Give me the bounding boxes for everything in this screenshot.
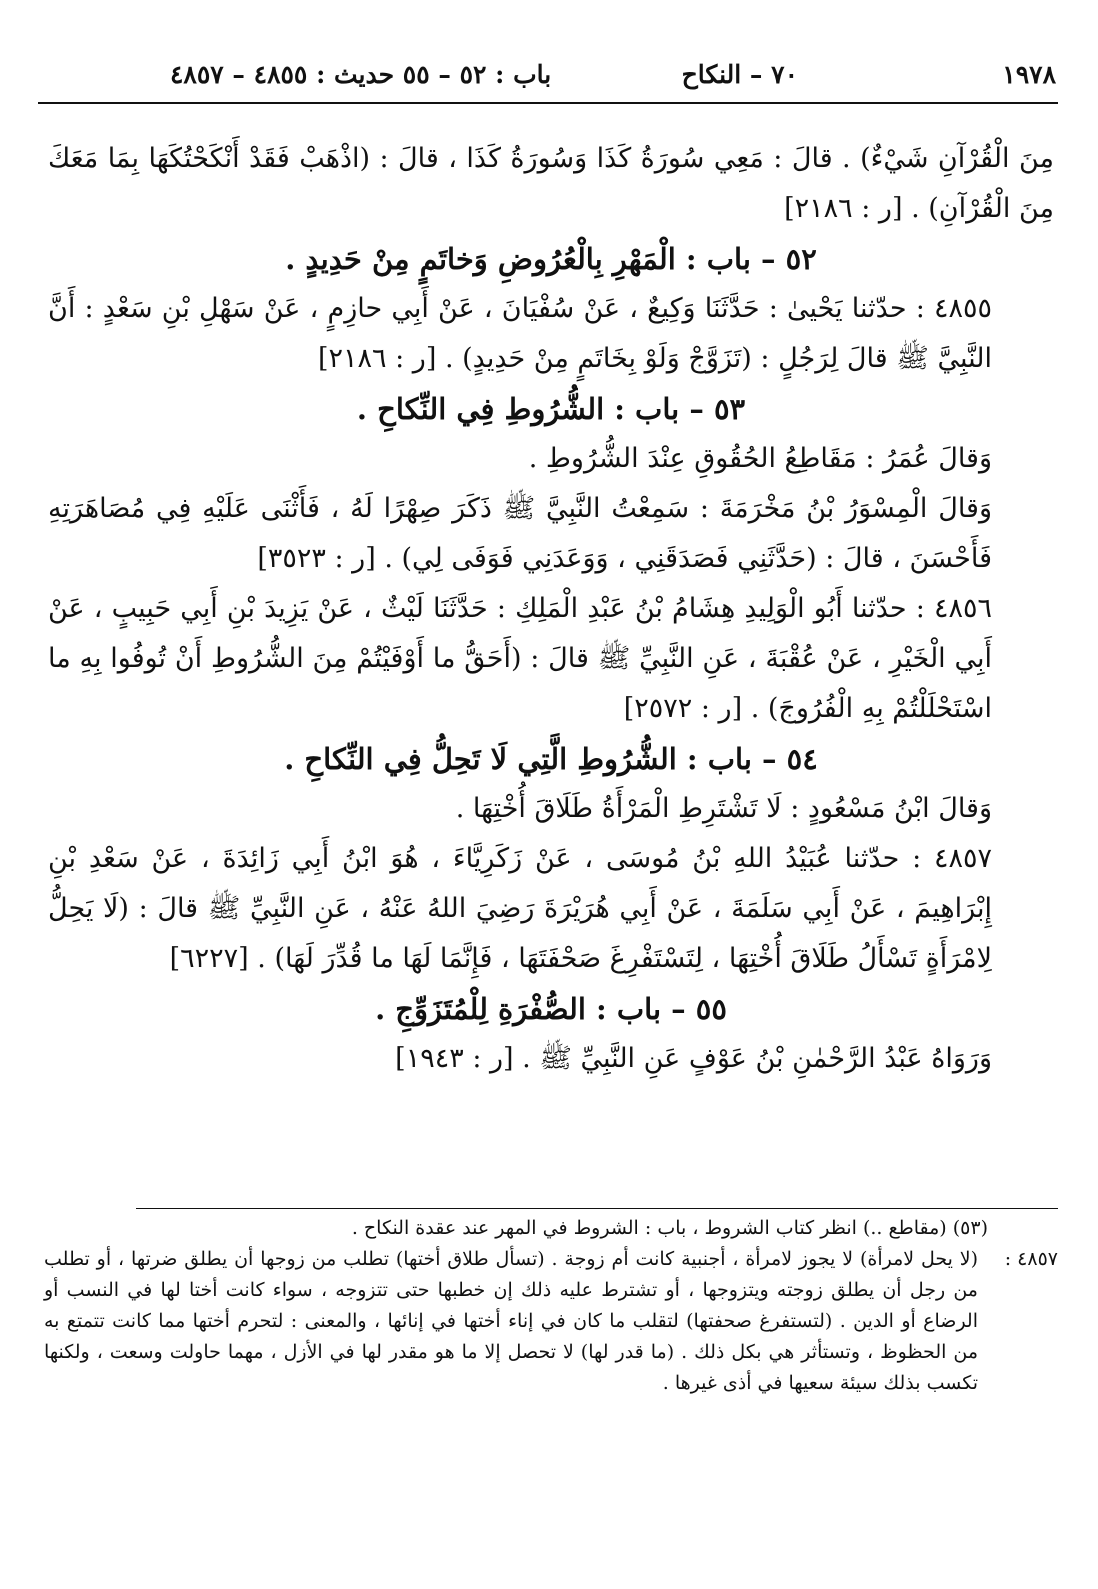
main-text bbox=[48, 134, 1054, 1084]
paragraph: وَرَوَاهُ عَبْدُ الرَّحْمٰنِ بْنُ عَوْفٍ عَنِ النَّبِيِّ ﷺ . [ر : ١٩٤٣] bbox=[395, 1043, 992, 1074]
footnote: (٥٣) (مقاطع ..) انظر كتاب الشروط ، باب : الشروط في المهر عند عقدة النكاح . bbox=[351, 1217, 988, 1239]
paragraph: وَقالَ الْمِسْوَرُ بْنُ مَخْرَمَةَ : سَمِعْتُ النَّبِيَّ ﷺ ذَكَرَ صِهْرًا لَهُ ، فَأَثْنَى عَلَيْهِ فِي مُصَاهَرَتِهِ فَأَحْسَنَ ، قالَ : (حَدَّثَنِي فَصَدَقَنِي ، وَوَعَدَنِي فَوَفَى لِي) . [ر : ٣٥٢٣] bbox=[48, 493, 992, 574]
hadith-paragraph: ٤٨٥٧ : حدّثنا عُبَيْدُ اللهِ بْنُ مُوسَى ، عَنْ زَكَرِيَّاءَ ، هُوَ ابْنُ أَبِي زَائِدَةَ ، عَنْ سَعْدِ بْنِ إِبْرَاهِيمَ ، عَنْ أَبِي سَلَمَةَ ، عَنْ أَبِي هُرَيْرَةَ رَضِيَ اللهُ عَنْهُ ، عَنِ النَّبِيِّ ﷺ قالَ : (لَا يَحِلُّ لِامْرَأَةٍ تَسْأَلُ طَلَاقَ أُخْتِهَا ، لِتَسْتَفْرِغَ صَحْفَتَهَا ، فَإِنَّمَا لَهَا ما قُدِّرَ لَهَا) . [٦٢٢٧] bbox=[48, 843, 992, 974]
hadith-paragraph: ٤٨٥٥ : حدّثنا يَحْيىٰ : حَدَّثَنَا وَكِيعٌ ، عَنْ سُفْيَانَ ، عَنْ أَبِي حازِمٍ ، عَنْ سَهْلِ بْنِ سَعْدٍ : أَنَّ النَّبِيَّ ﷺ قالَ لِرَجُلٍ : (تَزَوَّجْ وَلَوْ بِخَاتَمٍ مِنْ حَدِيدٍ) . [ر : ٢١٨٦] bbox=[48, 293, 992, 374]
footnote-text: (لا يحل لامرأة) لا يجوز لامرأة ، أجنبية كانت أم زوجة . (تسأل طلاق أختها) تطلب من زوجها أن يطلق ضرتها ، أو تطلب من رجل أن يطلق زوجته ويتزوجها ، أو تشترط عليه ذلك إن خطبها حتى تتزوجه ، سواء كانت أختا لها في النسب أو الرضاع أو الدين . (لتستفرغ صحفتها) لتقلب ما كان في إناء أختها في إنائها ، والمعنى : لتحرم أختها مما كانت تتمتع به من الحظوظ ، وتستأثر هي بكل ذلك . (ما قدر لها) لا تحصل إلا ما هو مقدر لها في الأزل ، مهما حاولت وسعت ، ولكنها تكسب بذلك سيئة سعيها في أذى غيرها . bbox=[44, 1248, 978, 1394]
paragraph: مِنَ الْقُرْآنِ شَيْءٌ) . قالَ : مَعِي سُورَةُ كَذَا وَسُورَةُ كَذَا ، قالَ : (اذْهَبْ فَقَدْ أَنْكَحْتُكَهَا بِمَا مَعَكَ مِنَ الْقُرْآنِ) . [ر : ٢١٨٦] bbox=[48, 143, 1054, 224]
chapter-heading: ٥٣ – باب : الشُّرُوطِ فِي النِّكاحِ . bbox=[356, 392, 746, 426]
footnote bbox=[44, 1244, 1058, 1399]
book-title: ٧٠ – النكاح bbox=[681, 60, 798, 89]
paragraph: وَقالَ عُمَرُ : مَقَاطِعُ الحُقُوقِ عِنْدَ الشُّرُوطِ . bbox=[528, 443, 992, 474]
chapter-heading: ٥٤ – باب : الشُّرُوطِ الَّتِي لَا تَحِلُّ فِي النِّكاحِ . bbox=[284, 742, 818, 776]
running-header bbox=[40, 58, 1056, 92]
footnote-divider bbox=[136, 1208, 1058, 1209]
chapter-heading: ٥٢ – باب : الْمَهْرِ بِالْعُرُوضِ وَخاتَمٍ مِنْ حَدِيدٍ . bbox=[285, 242, 817, 276]
footnotes bbox=[44, 1213, 1058, 1399]
page-number: ١٩٧٨ bbox=[1002, 60, 1056, 89]
chapter-hadith-range: باب : ٥٢ – ٥٥ حديث : ٤٨٥٥ – ٤٨٥٧ bbox=[170, 60, 552, 89]
chapter-heading: ٥٥ – باب : الصُّفْرَةِ لِلْمُتَزَوِّجِ . bbox=[375, 992, 727, 1026]
hadith-paragraph: ٤٨٥٦ : حدّثنا أَبُو الْوَلِيدِ هِشَامُ بْنُ عَبْدِ الْمَلِكِ : حَدَّثَنَا لَيْثٌ ، عَنْ يَزِيدَ بْنِ أَبِي حَبِيبٍ ، عَنْ أَبِي الْخَيْرِ ، عَنْ عُقْبَةَ ، عَنِ النَّبِيِّ ﷺ قالَ : (أَحَقُّ ما أَوْفَيْتُمْ مِنَ الشُّرُوطِ أَنْ تُوفُوا بِهِ ما اسْتَحْلَلْتُمْ بِهِ الْفُرُوجَ) . [ر : ٢٥٧٢] bbox=[48, 593, 992, 724]
header-divider bbox=[38, 102, 1058, 104]
paragraph: وَقالَ ابْنُ مَسْعُودٍ : لَا تَشْتَرِطِ الْمَرْأَةُ طَلَاقَ أُخْتِهَا . bbox=[455, 793, 992, 824]
footnote-number: ٤٨٥٧ : bbox=[1004, 1248, 1058, 1270]
